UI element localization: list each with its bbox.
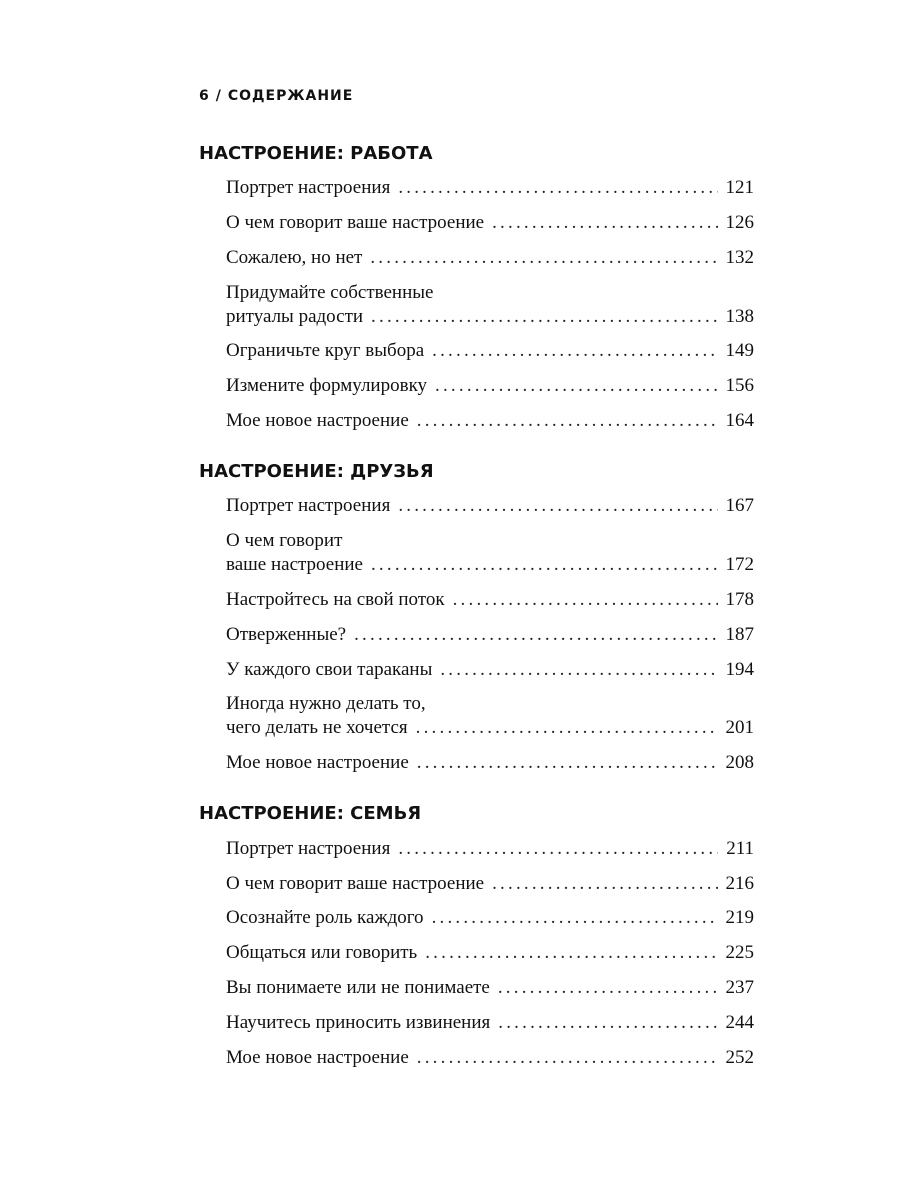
toc-entry-page: 219 bbox=[725, 907, 754, 928]
dot-leader bbox=[435, 374, 717, 398]
toc-entry[interactable] bbox=[226, 281, 754, 329]
dot-leader bbox=[398, 494, 717, 518]
toc-entry[interactable] bbox=[226, 623, 754, 647]
section-title-work: НАСТРОЕНИЕ: РАБОТА bbox=[199, 143, 433, 164]
dot-leader bbox=[371, 553, 718, 577]
toc-entry-title: Портрет настроения bbox=[226, 495, 391, 516]
section-title-family: НАСТРОЕНИЕ: СЕМЬЯ bbox=[199, 803, 422, 824]
toc-entry[interactable] bbox=[226, 211, 754, 235]
toc-entry[interactable] bbox=[226, 494, 754, 518]
header-title: СОДЕРЖАНИЕ bbox=[227, 88, 354, 104]
dot-leader bbox=[432, 339, 717, 363]
section-title-friends: НАСТРОЕНИЕ: ДРУЗЬЯ bbox=[199, 461, 434, 482]
dot-leader bbox=[417, 1046, 718, 1070]
dot-leader bbox=[417, 409, 718, 433]
toc-entry[interactable] bbox=[226, 1046, 754, 1070]
toc-entry[interactable] bbox=[226, 692, 754, 740]
toc-entry-title: Научитесь приносить извинения bbox=[226, 1012, 491, 1033]
toc-entry[interactable] bbox=[226, 941, 754, 965]
toc-entry-page: 126 bbox=[725, 212, 754, 233]
toc-entry[interactable] bbox=[226, 246, 754, 270]
toc-entry-title: Измените формулировку bbox=[226, 375, 428, 396]
dot-leader bbox=[492, 872, 717, 896]
toc-entry-page: 216 bbox=[725, 873, 754, 894]
toc-entry-page: 187 bbox=[725, 624, 754, 645]
toc-entry-page: 208 bbox=[725, 752, 754, 773]
dot-leader bbox=[416, 716, 718, 740]
dot-leader bbox=[370, 246, 717, 270]
toc-entry-title: О чем говорит ваше настроение bbox=[226, 873, 485, 894]
toc-entry[interactable] bbox=[226, 409, 754, 433]
toc-entry[interactable] bbox=[226, 976, 754, 1000]
page-number: 6 bbox=[199, 88, 210, 104]
toc-entry-page: 172 bbox=[725, 554, 754, 575]
dot-leader bbox=[398, 176, 717, 200]
toc-entry-page: 178 bbox=[725, 589, 754, 610]
toc-entry-page: 201 bbox=[725, 717, 754, 738]
toc-entry[interactable] bbox=[226, 374, 754, 398]
toc-entry-title: О чем говорит ваше настроение bbox=[226, 212, 485, 233]
toc-entry-page: 167 bbox=[725, 495, 754, 516]
toc-entry-page: 225 bbox=[725, 942, 754, 963]
toc-entry-page: 121 bbox=[725, 177, 754, 198]
toc-entry[interactable] bbox=[226, 658, 754, 682]
dot-leader bbox=[398, 837, 718, 861]
toc-entry-title: Общаться или говорить bbox=[226, 942, 418, 963]
running-header bbox=[199, 86, 353, 106]
toc-entry-title-line2: чего делать не хочется bbox=[226, 717, 408, 738]
toc-entry-title-line2: ритуалы радости bbox=[226, 306, 364, 327]
dot-leader bbox=[425, 941, 717, 965]
dot-leader bbox=[432, 906, 718, 930]
toc-entry-page: 237 bbox=[725, 977, 754, 998]
toc-entry-title: Мое новое настроение bbox=[226, 1047, 409, 1068]
dot-leader bbox=[371, 305, 717, 329]
toc-entry[interactable] bbox=[226, 872, 754, 896]
toc-entry-page: 138 bbox=[725, 306, 754, 327]
toc-entry[interactable] bbox=[226, 1011, 754, 1035]
toc-entry-page: 156 bbox=[725, 375, 754, 396]
toc-entry-page: 252 bbox=[725, 1047, 754, 1068]
toc-entry-page: 244 bbox=[725, 1012, 754, 1033]
toc-entry-title: Портрет настроения bbox=[226, 177, 391, 198]
dot-leader bbox=[354, 623, 717, 647]
toc-entry[interactable] bbox=[226, 906, 754, 930]
toc-entry-title: Вы понимаете или не понимаете bbox=[226, 977, 490, 998]
toc-entry[interactable] bbox=[226, 529, 754, 577]
toc-entry[interactable] bbox=[226, 588, 754, 612]
toc-entry-title: Осознайте роль каждого bbox=[226, 907, 424, 928]
toc-entry-title: Мое новое настроение bbox=[226, 410, 409, 431]
dot-leader bbox=[492, 211, 717, 235]
toc-entry-title-line1: Придумайте собственные bbox=[226, 282, 434, 303]
dot-leader bbox=[417, 751, 718, 775]
dot-leader bbox=[453, 588, 718, 612]
toc-entry-title: Ограничьте круг выбора bbox=[226, 340, 425, 361]
toc-entry-page: 194 bbox=[725, 659, 754, 680]
toc-entry-page: 149 bbox=[725, 340, 754, 361]
toc-entry-title: У каждого свои тараканы bbox=[226, 659, 433, 680]
header-separator: / bbox=[215, 88, 222, 104]
toc-entry-page: 211 bbox=[726, 838, 754, 859]
toc-entry-page: 164 bbox=[725, 410, 754, 431]
toc-entry-title: Настройтесь на свой поток bbox=[226, 589, 445, 610]
toc-entry-title: Портрет настроения bbox=[226, 838, 391, 859]
toc-entry-title-line2: ваше настроение bbox=[226, 554, 363, 575]
dot-leader bbox=[498, 976, 718, 1000]
toc-entry-title: Мое новое настроение bbox=[226, 752, 409, 773]
toc-entry-title: Отверженные? bbox=[226, 624, 347, 645]
toc-entry[interactable] bbox=[226, 837, 754, 861]
toc-entry-title-line1: О чем говорит bbox=[226, 530, 343, 551]
toc-entry-title-line1: Иногда нужно делать то, bbox=[226, 693, 426, 714]
toc-entry-title: Сожалею, но нет bbox=[226, 247, 363, 268]
toc-entry[interactable] bbox=[226, 751, 754, 775]
toc-entry[interactable] bbox=[226, 339, 754, 363]
toc-entry[interactable] bbox=[226, 176, 754, 200]
dot-leader bbox=[440, 658, 717, 682]
dot-leader bbox=[498, 1011, 717, 1035]
toc-entry-page: 132 bbox=[725, 247, 754, 268]
